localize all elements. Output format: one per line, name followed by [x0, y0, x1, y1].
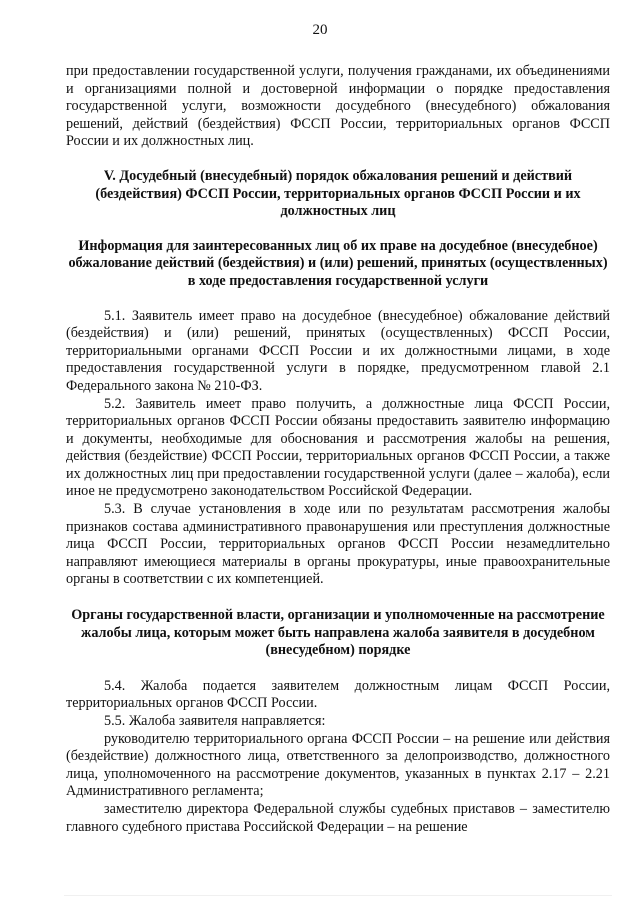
page-bottom-divider: [64, 895, 612, 896]
paragraph-recipient-2: заместителю директора Федеральной службы судебных приставов – заместителю главного судебного пристава Российской Федерации – на решение: [66, 800, 610, 835]
paragraph-5-2: 5.2. Заявитель имеет право получить, а должностные лица ФССП России, территориальных органов ФССП России обязаны предоставить заявителю информацию и документы, необходимые для обоснования и рассмотрения жалобы на решения, действия (бездействие) ФССП России, территориальных органов ФССП России, а также их должностных лиц при предоставлении государственной услуги (далее – жалоба), если иное не предусмотрено законодательством Российской Федерации.: [66, 395, 610, 500]
document-body: [66, 63, 610, 836]
paragraph-5-4: 5.4. Жалоба подается заявителем должностным лицам ФССП России, территориальных органов ФССП России.: [66, 677, 610, 712]
section-heading: V. Досудебный (внесудебный) порядок обжалования решений и действий (бездействия) ФССП России, территориальных органов ФССП России и их должностных лиц: [95, 167, 581, 220]
page-number: 20: [312, 22, 328, 38]
subheading-complaint-bodies: Органы государственной власти, организации и уполномоченные на рассмотрение жалобы лица, которым может быть направлена жалоба заявителя в досудебном (внесудебном) порядке: [71, 607, 605, 659]
paragraph-5-1: 5.1. Заявитель имеет право на досудебное (внесудебное) обжалование действий (бездействия) и (или) решений, принятых (осуществленных) ФССП России, территориальными органами ФССП России и их должностными лицами, в ходе предоставления государственной услуги в порядке, предусмотренном главой 2.1 Федерального закона № 210-ФЗ.: [66, 307, 610, 394]
paragraph-recipient-1: руководителю территориального органа ФССП России – на решение или действия (бездействие) должностного лица, ответственного за делопроизводство, должностного лица, уполномоченного на рассмотрение документов, указанных в пунктах 2.17 – 2.21 Административного регламента;: [66, 730, 610, 800]
intro-paragraph: при предоставлении государственной услуги, получения гражданами, их объединениями и организациями полной и достоверной информации о порядке предоставления государственной услуги, возможности досудебного (внесудебного) обжалования решений, действий (бездействия) ФССП России, территориальных органов ФССП России и их должностных лиц.: [66, 63, 610, 150]
subheading-appeal-rights: Информация для заинтересованных лиц об их праве на досудебное (внесудебное) обжалование действий (бездействия) и (или) решений, принятых (осуществленных) в ходе предоставления государственной услуги: [68, 237, 608, 289]
paragraph-5-5: 5.5. Жалоба заявителя направляется:: [104, 713, 326, 729]
paragraph-5-3: 5.3. В случае установления в ходе или по результатам рассмотрения жалобы признаков состава административного правонарушения или преступления должностные лица ФССП России, территориальных органов ФССП России незамедлительно направляют имеющиеся материалы в органы прокуратуры, иные правоохранительные органы в соответствии с их компетенцией.: [66, 501, 610, 588]
